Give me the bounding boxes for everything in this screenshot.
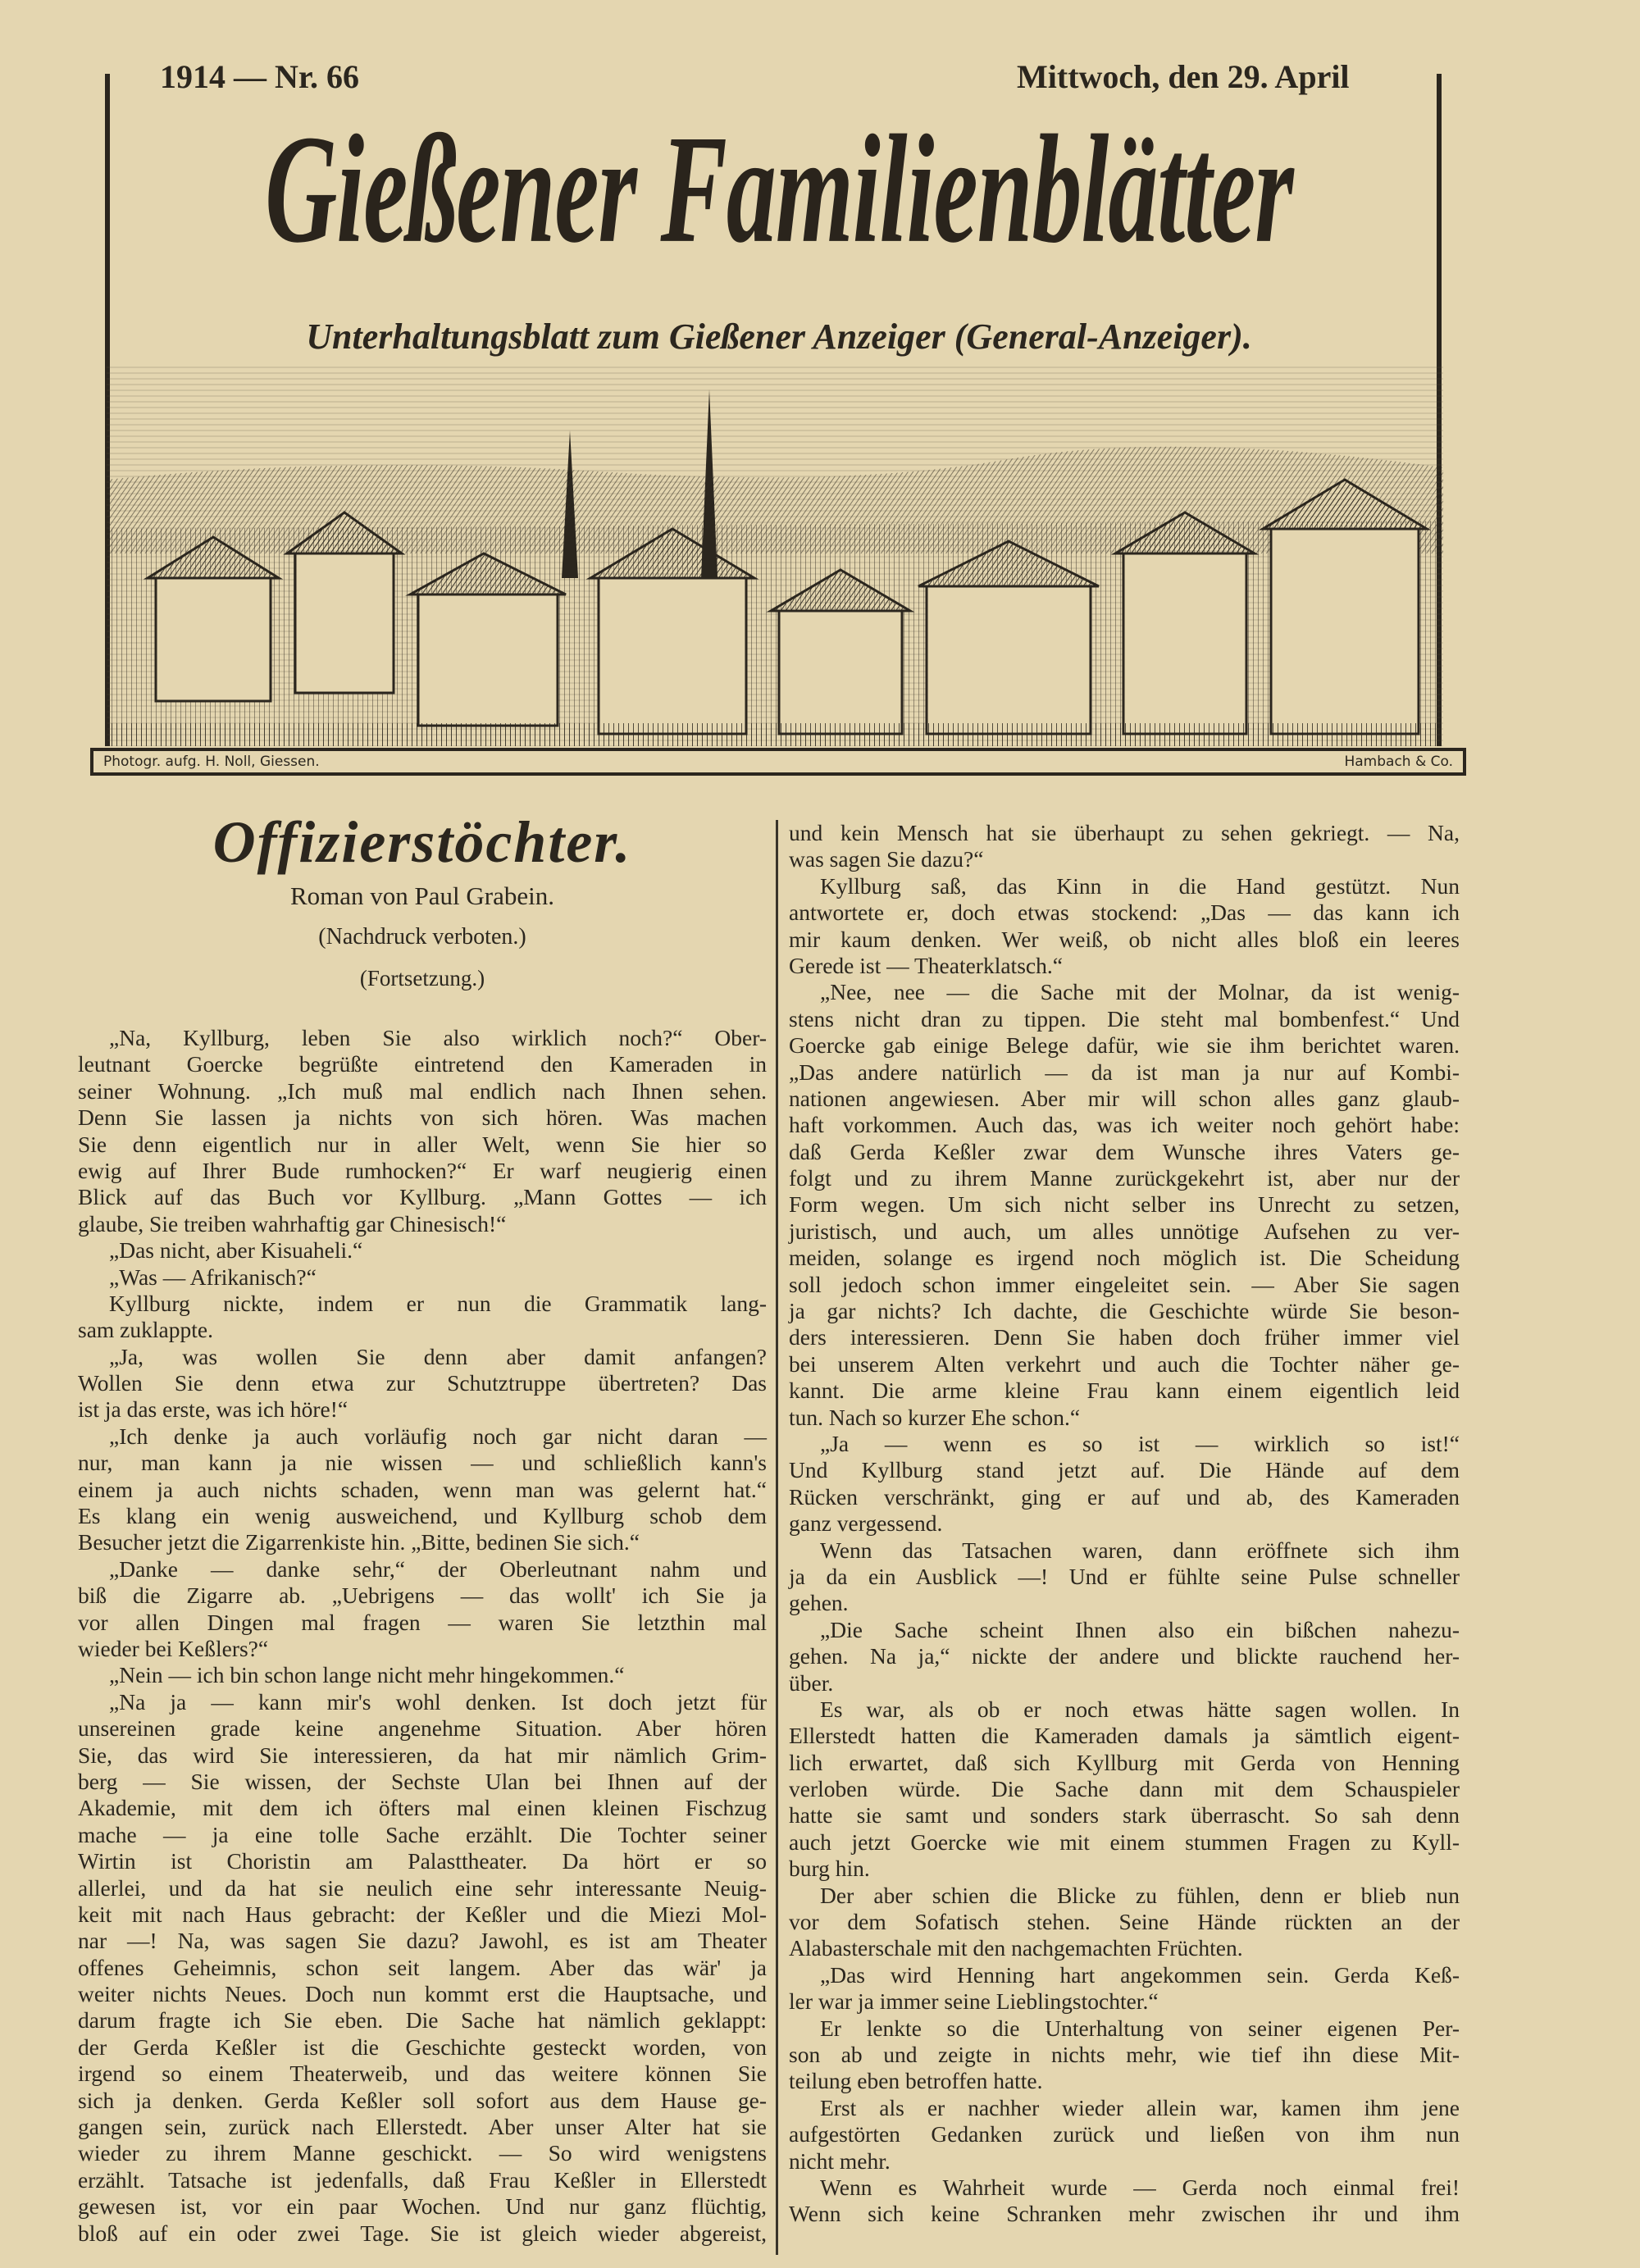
text-line: Gerede ist — Theaterklatsch.“: [789, 952, 1063, 978]
text-line: was sagen Sie dazu?“: [789, 846, 984, 872]
text-line: ganz vergessend.: [789, 1510, 943, 1537]
masthead-title: Gießener Familienblätter: [265, 103, 1293, 276]
text-line: der Gerda Keßler ist die Geschichte gesteckt worden, von: [78, 2033, 767, 2060]
text-line: ist ja das erste, was ich höre!“: [78, 1396, 348, 1423]
text-line: Kyllburg nickte, indem er nun die Grammatik lang-: [109, 1290, 767, 1316]
text-line: Erst als er nachher wieder allein war, kamen ihm jene: [820, 2094, 1460, 2120]
text-line: Besucher jetzt die Zigarrenkiste hin. „Bitte, bedinen Sie sich.“: [78, 1529, 640, 1555]
text-line: juristisch, und auch, um alles unnötige Aufsehen zu ver-: [789, 1218, 1460, 1244]
text-line: „Na ja — kann mir's wohl denken. Ist doch jetzt für: [109, 1688, 767, 1715]
text-line: „Das wird Henning hart angekommen sein. Gerda Keß-: [820, 1961, 1460, 1988]
photo-credit: Photogr. aufg. H. Noll, Giessen.: [103, 754, 320, 770]
text-line: „Nee, nee — die Sache mit der Molnar, da ist wenig-: [820, 979, 1460, 1005]
text-line: teilung eben betroffen hatte.: [789, 2068, 1043, 2094]
text-line: ders interessieren. Denn Sie haben doch früher immer viel: [789, 1324, 1460, 1350]
text-line: mache — ja eine tolle Sache erzählt. Die Tochter seiner: [78, 1821, 767, 1847]
article-column-1: [78, 1025, 767, 2247]
text-line: über.: [789, 1669, 834, 1696]
text-line: Es war, als ob er noch etwas hätte sagen wollen. In: [820, 1696, 1460, 1722]
text-line: „Danke — danke sehr,“ der Oberleutnant nahm und: [109, 1555, 767, 1582]
text-line: Akademie, mit dem ich öfters mal einen kleinen Fischzug: [78, 1795, 767, 1821]
text-line: Rücken verschränkt, ging er auf und ab, des Kameraden: [789, 1483, 1460, 1510]
text-line: „Ja, was wollen Sie denn aber damit anfangen?: [109, 1343, 767, 1369]
text-line: folgt und zu ihrem Manne zurückgekehrt ist, aber nur der: [789, 1165, 1460, 1191]
text-line: nationen angewiesen. Aber mir will schon alles ganz glaub-: [789, 1085, 1460, 1111]
text-line: sich ja denken. Gerda Keßler soll sofort aus dem Hause ge-: [78, 2087, 767, 2113]
text-line: Und Kyllburg stand jetzt auf. Die Hände auf dem: [789, 1457, 1460, 1483]
text-line: Es klang ein wenig ausweichend, und Kyllburg schob dem: [78, 1503, 767, 1529]
article-byline: Roman von Paul Grabein.: [289, 881, 554, 910]
engraver-credit: Hambach & Co.: [1344, 754, 1453, 770]
text-line: ewig auf Ihrer Bude rumhocken?“ Er warf neugierig einen: [78, 1157, 767, 1183]
text-line: Wirtin ist Choristin am Palasttheater. Da hört er so: [78, 1848, 767, 1874]
text-line: Form wegen. Um sich nicht selber ins Unrecht zu setzen,: [789, 1191, 1460, 1218]
text-line: sam zuklappte.: [78, 1317, 213, 1343]
text-line: verloben würde. Die Sache dann mit dem Schauspieler: [789, 1776, 1460, 1802]
text-line: offenes Geheimnis, schon seit langem. Aber das wär' ja: [78, 1954, 767, 1980]
text-line: nar —! Na, was sagen Sie dazu? Jawohl, es ist am Theater: [78, 1928, 767, 1954]
text-line: kannt. Die arme kleine Frau kann einem eigentlich leid: [789, 1378, 1460, 1404]
text-line: Wollen Sie denn etwa zur Schutztruppe übertreten? Das: [78, 1370, 767, 1396]
text-line: nur, man kann ja nie wissen — und schließlich kann's: [78, 1450, 767, 1476]
illustration-caption-bar: [90, 748, 1466, 776]
text-line: gehen. Na ja,“ nickte der andere und blickte rauchend her-: [789, 1643, 1460, 1669]
text-line: nicht mehr.: [789, 2147, 891, 2174]
text-line: lich erwartet, daß sich Kyllburg mit Gerda von Henning: [789, 1749, 1460, 1775]
masthead-subtitle: Unterhaltungsblatt zum Gießener Anzeiger (General-Anzeiger).: [306, 317, 1252, 357]
text-line: gewesen ist, vor ein paar Wochen. Und nur ganz flüchtig,: [78, 2193, 767, 2220]
text-line: Der aber schien die Blicke zu fühlen, denn er blieb nun: [820, 1882, 1460, 1908]
text-line: Alabasterschale mit den nachgemachten Früchten.: [789, 1935, 1243, 1961]
reprint-notice: (Nachdruck verboten.): [318, 924, 526, 950]
text-line: son ab und zeigte in nichts mehr, wie tief ihn diese Mit-: [789, 2041, 1460, 2067]
text-line: Wenn sich keine Schranken mehr zwischen ihr und ihm: [789, 2201, 1460, 2227]
text-line: unsereinen grade keine angenehme Situation. Aber hören: [78, 1715, 767, 1742]
text-line: tun. Nach so kurzer Ehe schon.“: [789, 1404, 1081, 1430]
text-line: weiter nichts Neues. Doch nun kommt erst die Hauptsache, und: [78, 1981, 767, 2007]
text-line: seiner Wohnung. „Ich muß mal endlich nach Ihnen sehen.: [78, 1077, 767, 1104]
text-line: „Ja — wenn es so ist — wirklich so ist!“: [820, 1430, 1460, 1456]
text-line: vor dem Sofatisch stehen. Seine Hände rückten an der: [789, 1909, 1460, 1935]
text-line: „Die Sache scheint Ihnen also ein bißchen nahezu-: [820, 1616, 1460, 1642]
text-line: wieder zu ihrem Manne geschickt. — So wird wenigstens: [78, 2140, 767, 2166]
text-line: „Das andere natürlich — da ist man ja nur auf Kombi-: [789, 1059, 1460, 1085]
text-line: antwortete er, doch etwas stockend: „Das — das kann ich: [789, 899, 1460, 926]
text-line: bei unserem Alten verkehrt und auch die Tochter näher ge-: [789, 1350, 1460, 1377]
text-line: „Ich denke ja auch vorläufig noch gar nicht daran —: [109, 1423, 767, 1449]
text-line: gangen sein, zurück nach Ellerstedt. Aber unser Alter hat sie: [78, 2114, 767, 2140]
text-line: meiden, solange es irgend noch möglich ist. Die Scheidung: [789, 1245, 1460, 1271]
text-line: „Na, Kyllburg, leben Sie also wirklich noch?“ Ober-: [109, 1025, 767, 1050]
text-line: Sie, das wird Sie interessieren, da hat mir nämlich Grim-: [78, 1742, 767, 1768]
text-line: leutnant Goercke begrüßte eintretend den Kameraden in: [78, 1051, 767, 1077]
text-line: Wenn das Tatsachen waren, dann eröffnete sich ihm: [820, 1537, 1460, 1563]
text-line: erzählt. Tatsache ist jedenfalls, daß Frau Keßler in Ellerstedt: [78, 2166, 767, 2193]
text-line: wieder bei Keßlers?“: [78, 1635, 269, 1661]
text-line: ja gar nichts? Ich dachte, die Geschichte würde Sie beson-: [789, 1298, 1460, 1324]
text-line: ja da ein Ausblick —! Und er fühlte seine Pulse schneller: [789, 1563, 1460, 1589]
text-line: Denn Sie lassen ja nichts von sich hören. Was machen: [78, 1104, 767, 1131]
text-line: burg hin.: [789, 1856, 870, 1882]
text-line: einem ja auch nichts schaden, wenn man was gelernt hat.“: [78, 1476, 767, 1502]
text-line: vor allen Dingen mal fragen — waren Sie letzthin mal: [78, 1609, 767, 1635]
article-title: Offizierstöchter.: [212, 809, 632, 875]
text-line: Goercke gab einige Belege dafür, wie sie ihm berichtet waren.: [789, 1032, 1460, 1059]
town-illustration: [107, 365, 1443, 746]
text-line: und kein Mensch hat sie überhaupt zu sehen gekriegt. — Na,: [789, 820, 1460, 845]
text-line: „Was — Afrikanisch?“: [109, 1264, 317, 1290]
text-line: Kyllburg saß, das Kinn in die Hand gestützt. Nun: [820, 872, 1460, 899]
text-line: Wenn es Wahrheit wurde — Gerda noch einmal frei!: [820, 2174, 1460, 2200]
column-divider: [776, 820, 778, 2255]
issue-number: 1914 — Nr. 66: [160, 58, 359, 95]
text-line: biß die Zigarre ab. „Uebrigens — das wollt' ich Sie ja: [78, 1583, 767, 1609]
text-line: irgend so einem Theaterweib, und das weitere können Sie: [78, 2061, 767, 2087]
text-line: allerlei, und da hat sie neulich eine sehr interessante Neuig-: [78, 1874, 767, 1901]
text-line: Ellerstedt hatten die Kameraden damals ja sämtlich eigent-: [789, 1723, 1460, 1749]
text-line: berg — Sie wissen, der Sechste Ulan bei Ihnen auf der: [78, 1768, 767, 1794]
article-column-2: [789, 820, 1460, 2228]
text-line: auch jetzt Goercke wie mit einem stummen Fragen zu Kyll-: [789, 1829, 1460, 1855]
text-line: „Nein — ich bin schon lange nicht mehr hingekommen.“: [109, 1662, 625, 1688]
text-line: Er lenkte so die Unterhaltung von seiner eigenen Per-: [820, 2015, 1460, 2041]
text-line: Blick auf das Buch vor Kyllburg. „Mann Gottes — ich: [78, 1184, 767, 1210]
text-line: „Das nicht, aber Kisuaheli.“: [109, 1237, 363, 1264]
text-line: haft vorkommen. Auch das, was ich weiter noch gehört habe:: [789, 1112, 1460, 1138]
text-line: daß Gerda Keßler zwar dem Wunsche ihres Vaters ge-: [789, 1138, 1460, 1164]
text-line: stens nicht dran zu tippen. Die steht mal bombenfest.“ Und: [789, 1005, 1460, 1032]
text-line: darum fragte ich Sie eben. Die Sache hat nämlich geklappt:: [78, 2007, 767, 2033]
text-line: mir kaum denken. Wer weiß, ob nicht alles bloß ein leeres: [789, 926, 1460, 952]
text-line: bloß auf ein oder zwei Tage. Sie ist gleich wieder abgereist,: [78, 2220, 767, 2246]
continuation-note: (Fortsetzung.): [359, 966, 485, 991]
issue-date: Mittwoch, den 29. April: [1017, 58, 1350, 95]
text-line: aufgestörten Gedanken zurück und ließen von ihm nun: [789, 2121, 1460, 2147]
text-line: hatte sie samt und sonders stark überrascht. So sah denn: [789, 1802, 1460, 1829]
text-line: Sie denn eigentlich nur in aller Welt, wenn Sie hier so: [78, 1131, 767, 1157]
text-line: soll jedoch schon immer eingeleitet sein. — Aber Sie sagen: [789, 1271, 1460, 1297]
text-line: glaube, Sie treiben wahrhaftig gar Chinesisch!“: [78, 1210, 507, 1236]
text-line: keit mit nach Haus gebracht: der Keßler und die Miezi Mol-: [78, 1901, 767, 1927]
text-line: gehen.: [789, 1590, 849, 1616]
text-line: ler war ja immer seine Lieblingstochter.“: [789, 1988, 1159, 2015]
